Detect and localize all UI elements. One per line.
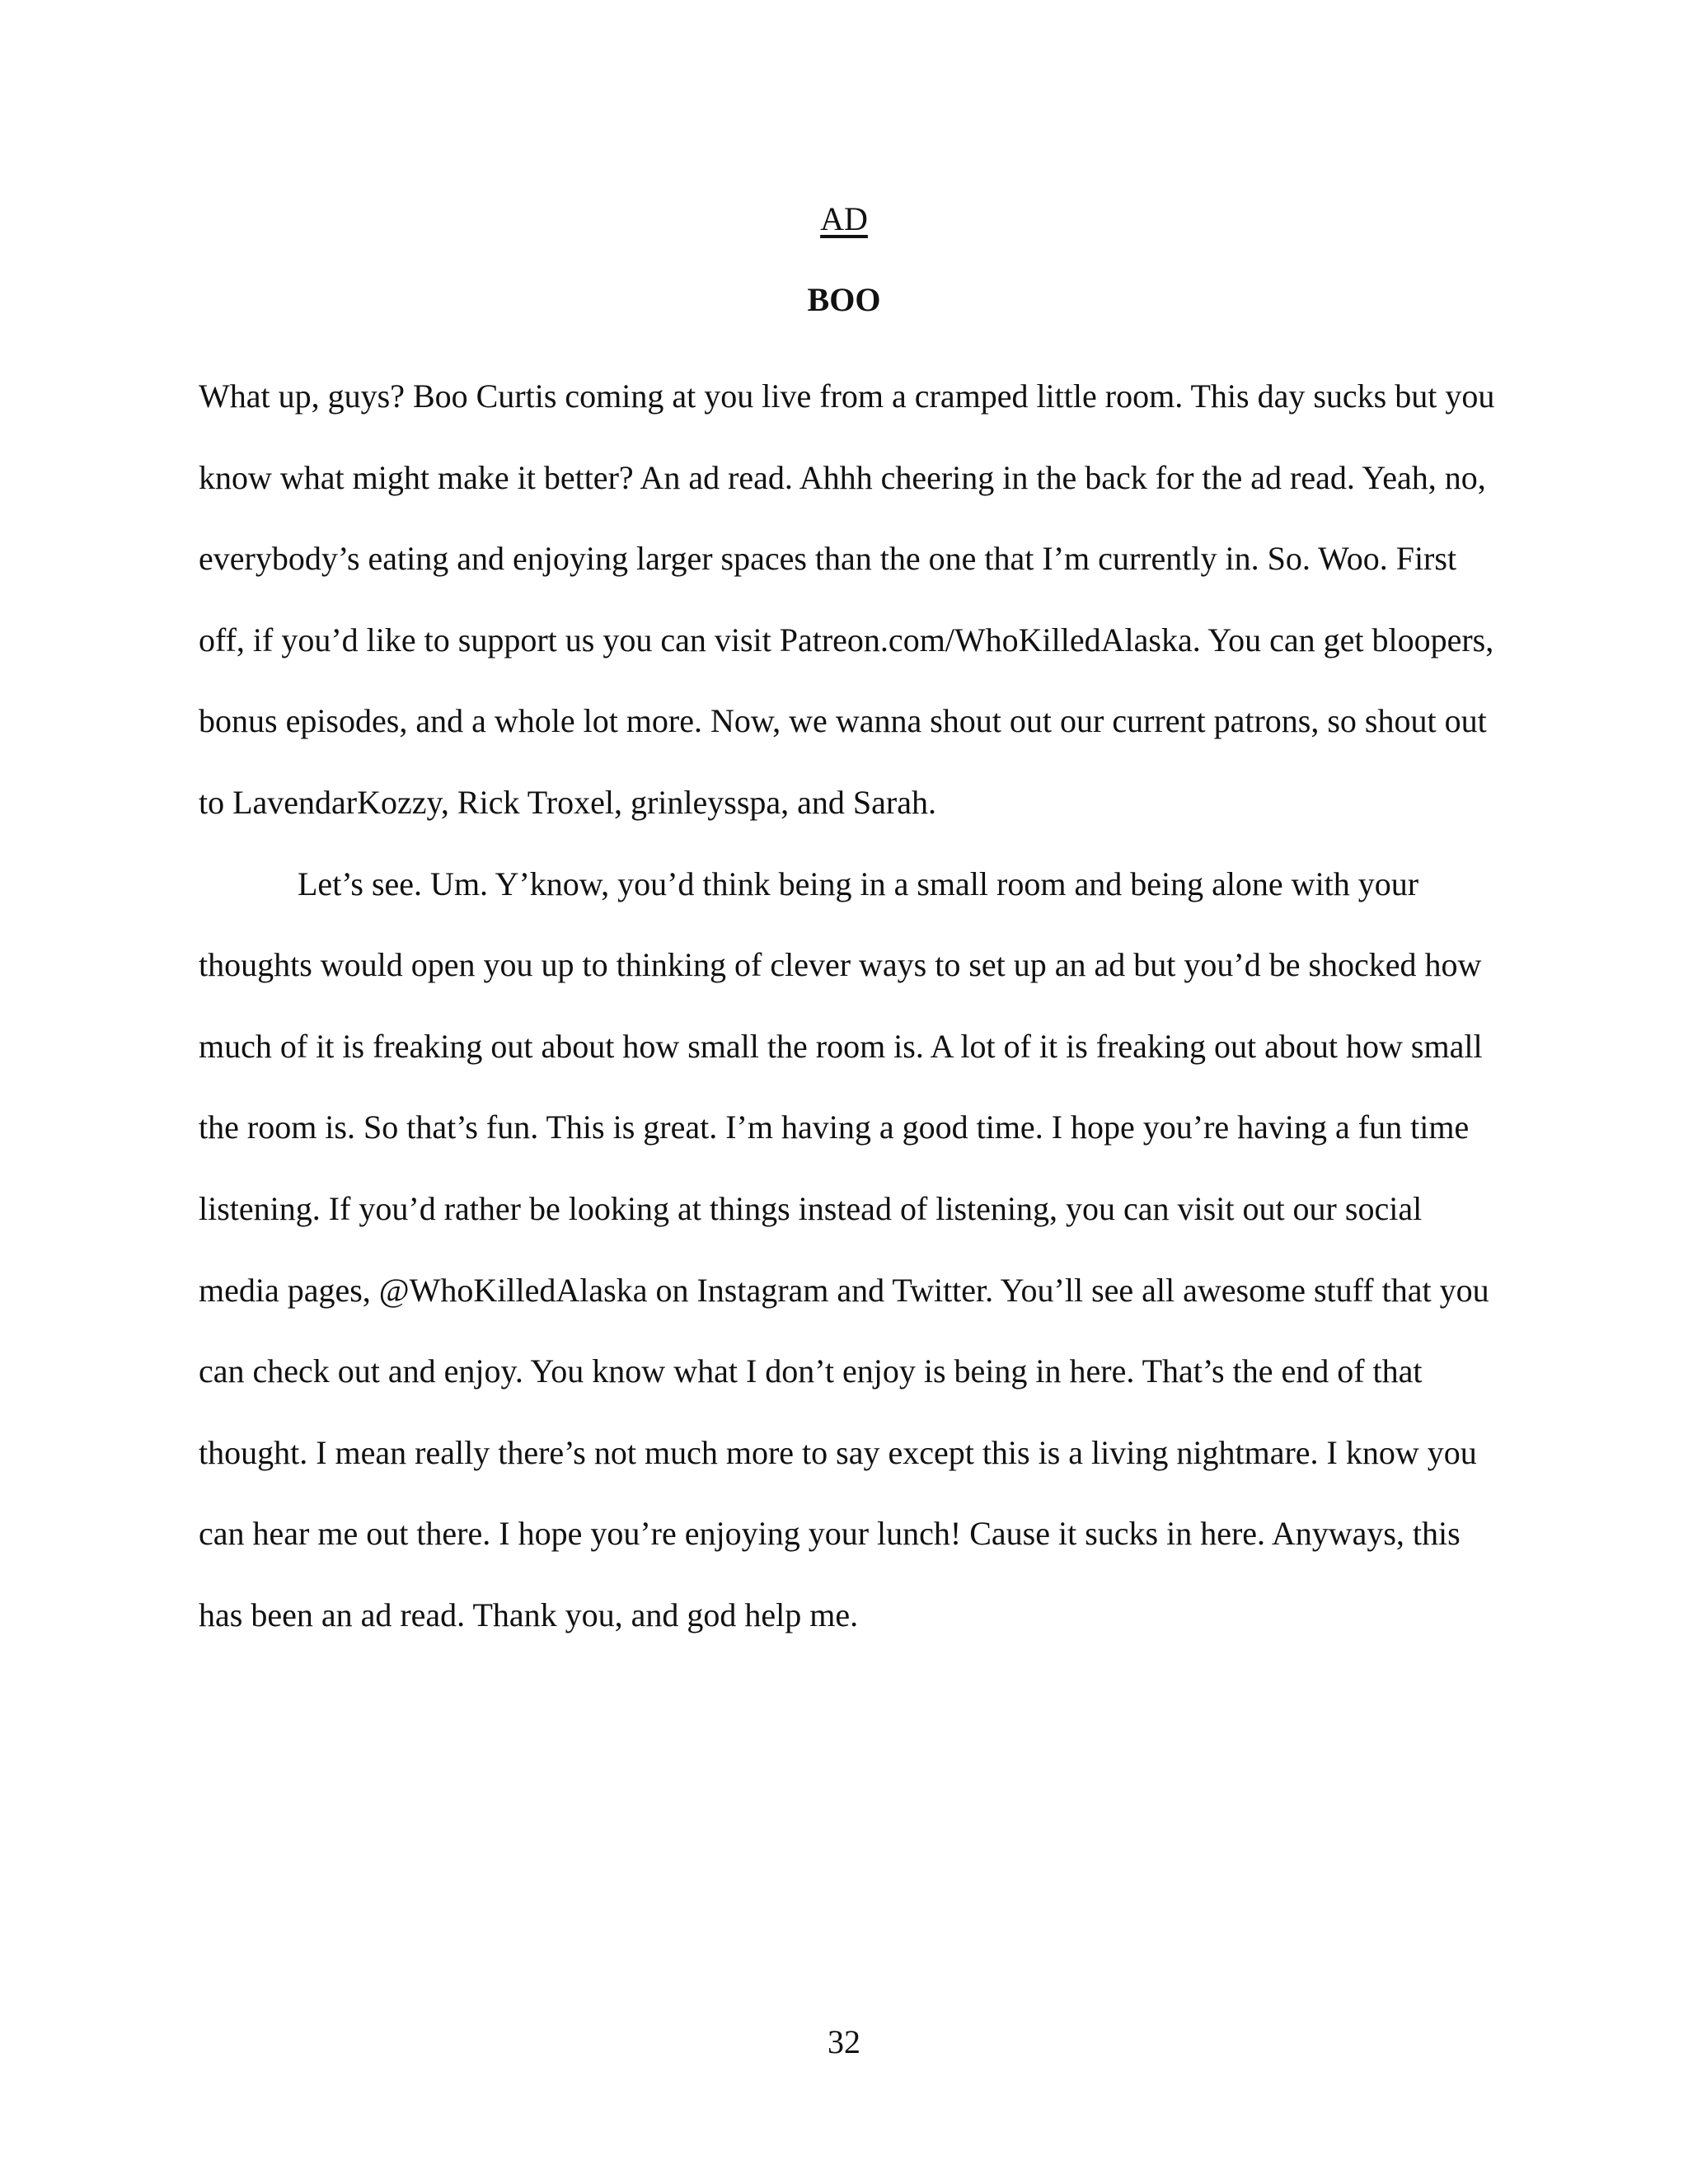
page-number: 32: [828, 2023, 860, 2060]
body-text: [199, 356, 1501, 1657]
speaker-name: BOO: [807, 281, 881, 318]
paragraph-1: What up, guys? Boo Curtis coming at you live from a cramped little room. This day sucks but you know what might make it better? An ad read. Ahhh cheering in the back for the ad read. Yeah, no, everybody’s eating and enjoying larger spaces than the one that I’m currently in. So. Woo. First off, if you’d like to support us you can visit Patreon.com/WhoKilledAlaska. You can get bloopers, bonus episodes, and a whole lot more. Now, we wanna shout out our current patrons, so shout out to LavendarKozzy, Rick Troxel, grinleysspa, and Sarah.: [199, 377, 1495, 821]
section-title: AD: [820, 200, 868, 237]
paragraph-2: Let’s see. Um. Y’know, you’d think being in a small room and being alone with your thoughts would open you up to thinking of clever ways to set up an ad but you’d be shocked how much of it is freaking out about how small the room is. A lot of it is freaking out about how small the room is. So that’s fun. This is great. I’m having a good time. I hope you’re having a fun time listening. If you’d rather be looking at things instead of listening, you can visit out our social media pages, @WhoKilledAlaska on Instagram and Twitter. You’ll see all awesome stuff that you can check out and enjoy. You know what I don’t enjoy is being in here. That’s the end of that thought. I mean really there’s not much more to say except this is a living nightmare. I know you can hear me out there. I hope you’re enjoying your lunch! Cause it sucks in here. Anyways, this has been an ad read. Thank you, and god help me.: [199, 865, 1489, 1633]
